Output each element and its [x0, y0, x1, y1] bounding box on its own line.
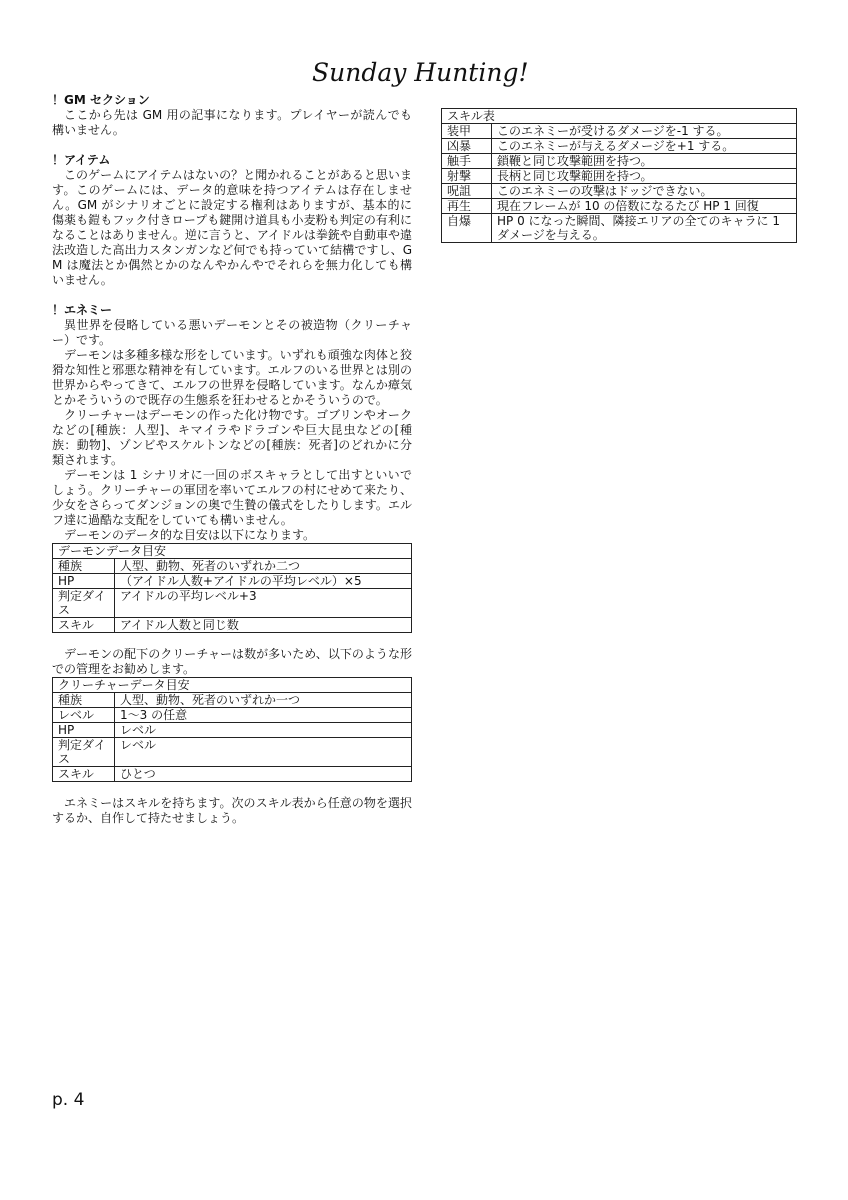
gm-section-heading: ！GM セクション [52, 93, 150, 107]
table-row: 種族 人型、動物、死者のいずれか二つ [53, 559, 412, 574]
table-caption: スキル表 [442, 109, 797, 124]
left-column [52, 92, 412, 826]
table-row: 自爆 HP 0 になった瞬間、隣接エリアの全てのキャラに 1 ダメージを与える。 [442, 214, 797, 243]
table-row: スキル ひとつ [53, 767, 412, 782]
table-row: スキル アイドル人数と同じ数 [53, 618, 412, 633]
skill-table [441, 108, 797, 243]
enemy-paragraph: クリーチャーはデーモンの作った化け物です。ゴブリンやオークなどの[種族：人型]、キマイラやドラゴンや巨大昆虫などの[種族：動物]、ゾンビやスケルトンなどの[種族：死者]のどれかに分類されます。 [52, 408, 412, 467]
enemy-paragraph: デーモンの配下のクリーチャーは数が多いため、以下のような形での管理をお勧めします。 [52, 647, 412, 676]
enemy-paragraph: デーモンのデータ的な目安は以下になります。 [64, 528, 316, 542]
demon-data-table [52, 543, 412, 633]
table-row: 呪詛 このエネミーの攻撃はドッジできない。 [442, 184, 797, 199]
table-row: 凶暴 このエネミーが与えるダメージを+1 する。 [442, 139, 797, 154]
table-row: HP レベル [53, 723, 412, 738]
gm-section-body: ここから先は GM 用の記事になります。プレイヤーが読んでも構いません。 [52, 108, 412, 137]
table-row: 再生 現在フレームが 10 の倍数になるたび HP 1 回復 [442, 199, 797, 214]
item-section-heading: ！アイテム [52, 153, 111, 167]
enemy-paragraph: デーモンは多種多様な形をしています。いずれも頑強な肉体と狡猾な知性と邪悪な精神を有しています。エルフのいる世界とは別の世界からやってきて、エルフの世界を侵略しています。なんか瘴気とかそういうので既存の生態系を狂わせるとかそういうので。 [52, 348, 412, 407]
table-row: HP （アイドル人数+アイドルの平均レベル）×5 [53, 574, 412, 589]
page-number: p. 4 [52, 1090, 85, 1110]
creature-data-table [52, 677, 412, 782]
table-row: レベル 1～3 の任意 [53, 708, 412, 723]
enemy-paragraph: エネミーはスキルを持ちます。次のスキル表から任意の物を選択するか、自作して持たせましょう。 [52, 796, 412, 825]
item-section-body: このゲームにアイテムはないの？と聞かれることがあると思います。このゲームには、データ的意味を持つアイテムは存在しません。GM がシナリオごとに設定する権利はありますが、基本的に傷薬も鎧もフック付きロープも鍵開け道具も小麦粉も判定の有利になることはありません。逆に言うと、アイドルは拳銃や自動車や違法改造した高出力スタンガンなど何でも持っていて結構ですし、GM は魔法とか偶然とかのなんやかんやでそれらを無力化しても構いません。 [52, 168, 412, 287]
enemy-paragraph: 異世界を侵略している悪いデーモンとその被造物（クリーチャー）です。 [52, 318, 412, 347]
table-row: 装甲 このエネミーが受けるダメージを-1 する。 [442, 124, 797, 139]
table-row: 判定ダイス レベル [53, 738, 412, 767]
table-row: 判定ダイス アイドルの平均レベル+3 [53, 589, 412, 618]
table-row: 射撃 長柄と同じ攻撃範囲を持つ。 [442, 169, 797, 184]
right-column [441, 108, 797, 243]
table-caption: デーモンデータ目安 [53, 544, 412, 559]
enemy-paragraph: デーモンは 1 シナリオに一回のボスキャラとして出すといいでしょう。クリーチャーの軍団を率いてエルフの村にせめて来たり、少女をさらってダンジョンの奥で生贄の儀式をしたりします。エルフ達に過酷な支配をしていても構いません。 [52, 468, 412, 527]
table-row: 種族 人型、動物、死者のいずれか一つ [53, 693, 412, 708]
enemy-section-heading: ！エネミー [52, 303, 113, 317]
table-row: 触手 鎖鞭と同じ攻撃範囲を持つ。 [442, 154, 797, 169]
table-caption: クリーチャーデータ目安 [53, 678, 412, 693]
page-title: Sunday Hunting! [312, 58, 529, 87]
